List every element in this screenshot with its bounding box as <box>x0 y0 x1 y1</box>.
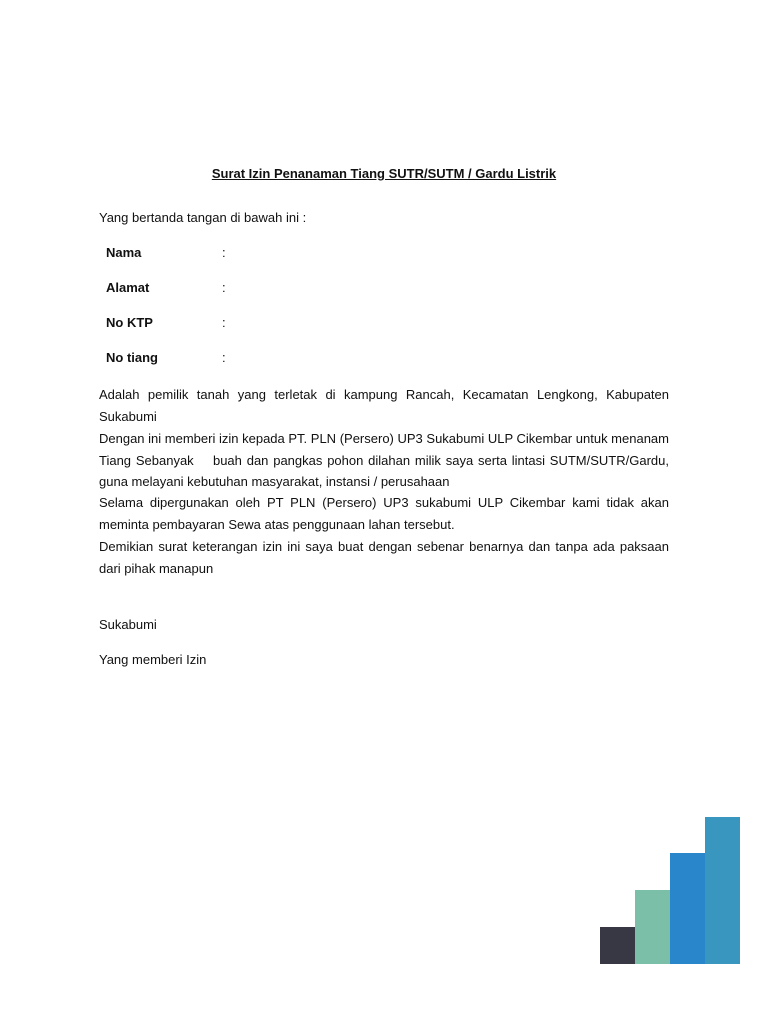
paragraph-no-rent: Selama dipergunakan oleh PT PLN (Persero) UP3 sukabumi ULP Cikembar kami tidak akan meminta pembayaran Sewa atas penggunaan lahan tersebut. <box>99 495 669 532</box>
intro-text: Yang bertanda tangan di bawah ini : <box>99 210 307 225</box>
document-title: Surat Izin Penanaman Tiang SUTR/SUTM / Gardu Listrik <box>211 166 557 181</box>
field-row-nama <box>106 245 226 260</box>
decorative-bar-dark <box>600 927 635 964</box>
field-row-alamat <box>106 280 226 295</box>
field-label: Nama <box>106 245 142 260</box>
paragraph-closing: Demikian surat keterangan izin ini saya buat dengan sebenar benarnya dan tanpa ada paksaan dari pihak manapun <box>99 539 669 576</box>
decorative-bar-blue <box>670 853 705 964</box>
field-row-no-ktp <box>106 315 226 330</box>
field-label: No KTP <box>106 315 153 330</box>
decorative-bar-teal <box>705 817 740 964</box>
field-colon: : <box>222 245 226 260</box>
field-label: Alamat <box>106 280 150 295</box>
signer-text: Yang memberi Izin <box>99 652 207 667</box>
field-label: No tiang <box>106 350 158 365</box>
paragraph-permission: Dengan ini memberi izin kepada PT. PLN (Persero) UP3 Sukabumi ULP Cikembar untuk menanam Tiang Sebanyak buah dan pangkas pohon dilahan milik saya serta lintasi SUTM/SUTR/Gardu, guna melayani kebutuhan masyarakat, instansi / perusahaan <box>99 431 673 489</box>
field-row-no-tiang <box>106 350 226 365</box>
field-colon: : <box>222 280 226 295</box>
place-text: Sukabumi <box>99 617 157 632</box>
field-colon: : <box>222 315 226 330</box>
paragraph-owner: Adalah pemilik tanah yang terletak di kampung Rancah, Kecamatan Lengkong, Kabupaten Sukabumi <box>99 387 669 424</box>
decorative-bars <box>600 817 740 964</box>
decorative-bar-green <box>635 890 670 964</box>
field-colon: : <box>222 350 226 365</box>
